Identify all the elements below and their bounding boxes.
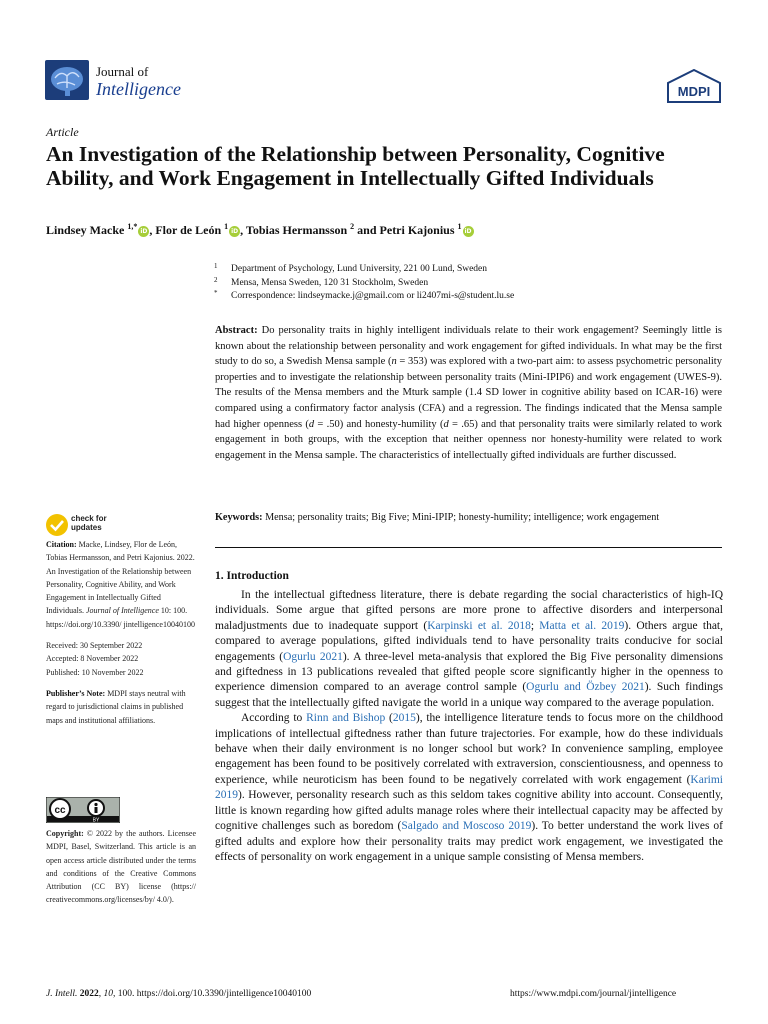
affiliation-item bbox=[214, 264, 514, 278]
affiliation-text: Mensa, Mensa Sweden, 120 31 Stockholm, Sweden bbox=[231, 277, 429, 288]
citation-link[interactable]: Rinn and Bishop bbox=[306, 712, 386, 725]
affiliation-mark: 1 bbox=[214, 262, 218, 270]
keywords-text: Mensa; personality traits; Big Five; Mini-IPIP; honesty-humility; intelligence; work engagement bbox=[262, 512, 660, 523]
citation-text: Macke, Lindsey, Flor de León, Tobias Hermansson, and Petri Kajonius. 2022. An Investigation of the Relationship between Personality, Cognitive Ability, and Work Engagement in Intellectually Gifted Individuals. bbox=[46, 540, 195, 616]
text-run: ( bbox=[385, 712, 393, 725]
author-name[interactable]: Lindsey Macke bbox=[46, 223, 125, 237]
affiliation-mark: * bbox=[214, 289, 218, 297]
mdpi-logo[interactable] bbox=[666, 69, 722, 103]
check-updates-icon bbox=[45, 513, 69, 537]
footer-citation: J. Intell. 2022, 10, 100. https://doi.org/10.3390/jintelligence10040100 bbox=[46, 989, 312, 999]
affiliation-text: Correspondence: lindseymacke.j@gmail.com or li2407mi-s@student.lu.se bbox=[231, 291, 515, 301]
keywords bbox=[215, 511, 735, 525]
footer-journal: J. Intell. bbox=[46, 989, 78, 999]
updates-line-1: check for bbox=[71, 514, 107, 523]
correspondence-mark: * bbox=[133, 222, 138, 231]
svg-text:cc: cc bbox=[54, 805, 66, 816]
publisher-note-text: MDPI stays neutral with regard to jurisdictional claims in published maps and institutional affiliations. bbox=[46, 688, 186, 725]
text-run: ; bbox=[530, 619, 540, 632]
author-list bbox=[46, 222, 474, 238]
author-name[interactable]: Flor de León bbox=[155, 223, 222, 237]
published-date: Published: 10 November 2022 bbox=[46, 667, 144, 677]
copyright-text: © 2022 by the authors. Licensee MDPI, Basel, Switzerland. This article is an open access article distributed under the terms and conditions of the Creative Commons Attribution (CC BY) license (https:// creativecommons.org/licenses/by/ 4.0/). bbox=[46, 829, 196, 905]
stat-symbol: d bbox=[308, 418, 315, 430]
footer-year: 2022 bbox=[79, 989, 99, 999]
author-separator: , bbox=[149, 223, 156, 237]
affiliations bbox=[214, 264, 514, 305]
author-name[interactable]: Tobias Hermansson bbox=[245, 223, 348, 237]
abstract-text bbox=[215, 325, 722, 461]
text-run: ). However, personality research such as this seldom takes cognitive ability into account. Consequently, little is known regarding how gifted adults manage roles where their intellectual capacity may be affected by cognitive challenges such as boredom ( bbox=[215, 789, 723, 833]
journal-of-label: Journal of bbox=[96, 64, 149, 79]
author-affil-mark: 1 bbox=[224, 222, 229, 231]
abstract bbox=[215, 323, 722, 463]
citation-link[interactable]: Matta et al. 2019 bbox=[539, 619, 625, 632]
citation-link[interactable]: 2015 bbox=[392, 712, 416, 725]
updates-line-2: updates bbox=[71, 523, 102, 532]
journal-name: Intelligence bbox=[96, 79, 181, 99]
author-name[interactable]: Petri Kajonius bbox=[379, 223, 455, 237]
text-run: ). A three-level meta-analysis that explored the Big Five personality dimensions and giftedness in 13 publications revealed that gifted people score significantly higher in the openness to experience dimension compared to an average control sample ( bbox=[215, 650, 723, 694]
abstract-run: = .65) and that personality traits were similarly related to work engagement in both groups, with the exception that neither openness nor honesty-humility were related to work engagement in the Mensa sample. The characteristics of intellectually gifted individuals are further discussed. bbox=[215, 418, 722, 461]
text-run: ). Others argue that, compared to average populations, gifted individuals tend to have personality traits conducive for social engagements ( bbox=[215, 619, 723, 663]
publisher-note-label: Publisher’s Note: bbox=[46, 688, 106, 698]
text-run: In the intellectual giftedness literature, there is debate regarding the social characteristics of high-IQ individuals. Some argue that gifted persons are more prone to affective disorders and interpersonal maladjustments due to inadequate support ( bbox=[215, 589, 723, 632]
copyright bbox=[46, 827, 196, 907]
orcid-icon[interactable]: iD bbox=[231, 227, 239, 235]
text-run: ), the intelligence literature tends to focus more on the childhood implications of intellectual giftedness rather than future trajectories. For example, how do these individuals behave when their daily environment is no longer school but work? In convenience sampling, employee engagement has been found to be positively correlated with extraversion, conscientiousness, and openness to experience, while neuroticism has been found to be negatively correlated with work engagement ( bbox=[215, 712, 723, 786]
stat-symbol: n bbox=[391, 356, 397, 368]
abstract-run: = 353) was explored with a two-part aim: to assess psychometric personality properties and to investigate the relationship between personality traits (Mini-IPIP6) and work engagement (UWES-9). The results of the Mensa members and the Mturk sample (1.4 SD lower in cognitive ability based on ICAR-16) were compared using a confirmatory factor analysis (CFA) and a regression. The findings indicated that the Mensa sample had higher openness ( bbox=[215, 356, 722, 430]
accepted-date: Accepted: 8 November 2022 bbox=[46, 654, 139, 664]
author-affil-mark: 2 bbox=[350, 222, 355, 231]
paragraph bbox=[215, 588, 723, 711]
stat-symbol: d bbox=[443, 418, 449, 430]
mdpi-logo-text: MDPI bbox=[677, 84, 711, 99]
citation-link[interactable]: Ogurlu 2021 bbox=[283, 650, 343, 663]
footer-doi[interactable]: , 100. https://doi.org/10.3390/jintelligence10040100 bbox=[113, 989, 312, 999]
citation-label: Citation: bbox=[46, 540, 77, 549]
text-run: ). To better understand the work lives of gifted adults and explore how their personality traits may predict work engagement, we investigated the effects of personality on work engagement in a unique sample consisting of Mensa members. bbox=[215, 820, 724, 863]
orcid-icon[interactable]: iD bbox=[464, 227, 472, 235]
affiliation-item bbox=[214, 291, 514, 305]
abstract-run: = .50) and honesty-humility ( bbox=[314, 418, 444, 430]
author-affil-mark: 1 bbox=[457, 222, 462, 231]
affiliation-item bbox=[214, 275, 514, 292]
affiliation-text: Department of Psychology, Lund University, 221 00 Lund, Sweden bbox=[231, 264, 488, 274]
cc-by-label: BY bbox=[92, 817, 100, 823]
footer-journal-url[interactable]: https://www.mdpi.com/journal/jintelligence bbox=[510, 989, 677, 999]
author-affil-mark: 1, bbox=[127, 222, 134, 231]
citation-journal: Journal of Intelligence bbox=[86, 606, 159, 616]
sidebar bbox=[46, 538, 198, 735]
abstract-run: Do personality traits in highly intelligent individuals relate to their work engagement? Seemingly little is known about the relationship between personality and work engagement for gifted individuals. In what may be the first study to do so, a Swedish Mensa sample ( bbox=[215, 325, 722, 368]
section-heading-introduction: 1. Introduction bbox=[215, 570, 289, 582]
author-separator: , bbox=[240, 223, 246, 237]
abstract-label: Abstract: bbox=[215, 325, 258, 336]
publication-dates bbox=[46, 639, 198, 679]
orcid-icon[interactable]: iD bbox=[140, 227, 148, 235]
citation-link[interactable]: Salgado and Moscoso 2019 bbox=[401, 820, 532, 833]
article-title: An Investigation of the Relationship between Personality, Cognitive Ability, and Work Engagement in Intellectually Gifted Individuals bbox=[46, 142, 665, 190]
text-run: According to bbox=[241, 712, 307, 725]
brain-icon bbox=[45, 60, 89, 100]
keywords-label: Keywords: bbox=[215, 512, 263, 523]
paragraph bbox=[215, 711, 723, 865]
text-run: ). Such findings suggest that the intellectually gifted navigate the world in a unique way compared to the average population. bbox=[215, 681, 723, 709]
author-separator: and bbox=[354, 223, 380, 237]
footer-volume: 10 bbox=[103, 989, 114, 999]
section-divider bbox=[215, 547, 722, 548]
copyright-label: Copyright: bbox=[46, 829, 84, 838]
citation-link[interactable]: Karimi 2019 bbox=[215, 773, 723, 802]
publisher-note bbox=[46, 687, 198, 727]
citation bbox=[46, 538, 198, 631]
citation-link[interactable]: Karpinski et al. 2018 bbox=[427, 619, 531, 632]
received-date: Received: 30 September 2022 bbox=[46, 641, 143, 651]
article-type: Article bbox=[46, 125, 79, 139]
affiliation-mark: 2 bbox=[214, 275, 218, 284]
introduction-body bbox=[215, 588, 723, 865]
citation-doi[interactable]: 10: 100. https://doi.org/10.3390/ jintelligence10040100 bbox=[46, 606, 195, 629]
citation-link[interactable]: Ogurlu and Özbey 2021 bbox=[526, 681, 645, 694]
cc-by-license-badge[interactable] bbox=[46, 797, 120, 823]
